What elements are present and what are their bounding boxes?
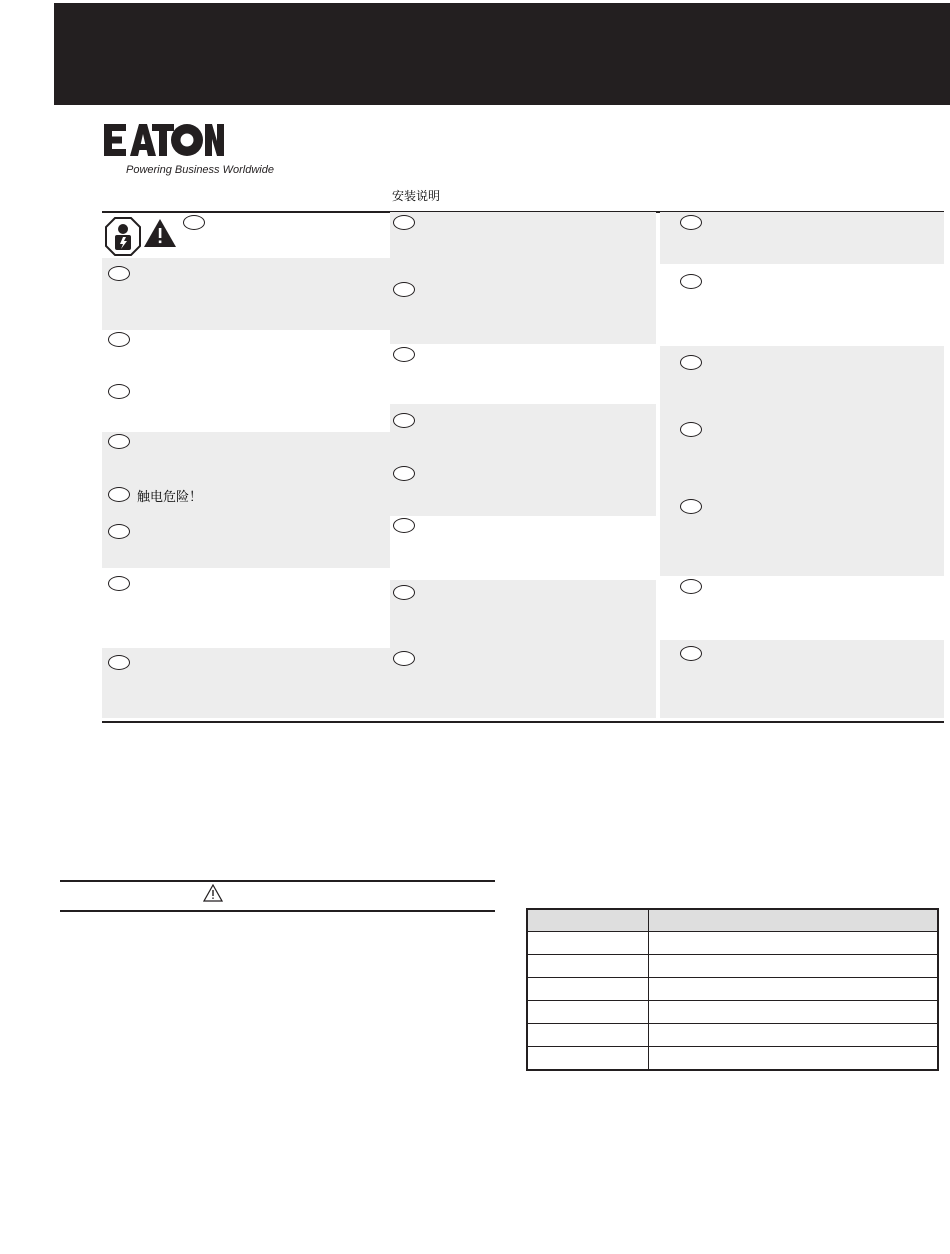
table-row <box>527 932 938 955</box>
table-cell <box>527 955 649 978</box>
language-badge <box>393 347 415 362</box>
language-badge <box>108 332 130 347</box>
table-row <box>527 978 938 1001</box>
shade-block <box>390 580 656 718</box>
shade-block <box>660 212 944 264</box>
language-badge <box>393 282 415 297</box>
table-header-cell <box>527 909 649 932</box>
language-badge <box>393 518 415 533</box>
header-banner <box>54 3 950 105</box>
language-badge <box>680 499 702 514</box>
shade-block <box>390 404 656 516</box>
document-title: 安装说明 <box>392 189 441 203</box>
electric-shock-warning: 触电危险！ <box>137 490 203 505</box>
table-row <box>527 1047 938 1071</box>
safety-heading-bar <box>60 880 495 912</box>
language-badge <box>108 266 130 281</box>
language-badge <box>680 274 702 289</box>
language-badge <box>108 576 130 591</box>
table-cell <box>649 1001 939 1024</box>
language-badge <box>108 384 130 399</box>
language-badge <box>108 434 130 449</box>
spec-table <box>526 908 939 1071</box>
shade-block <box>102 648 390 718</box>
table-row <box>527 1024 938 1047</box>
table-cell <box>649 1024 939 1047</box>
electrician-icon <box>106 218 140 255</box>
language-badge <box>680 355 702 370</box>
warning-triangle-icon <box>144 219 176 247</box>
table-cell <box>649 932 939 955</box>
table-cell <box>527 932 649 955</box>
table-cell <box>527 1024 649 1047</box>
shade-block <box>660 346 944 576</box>
language-badge <box>393 215 415 230</box>
language-badge <box>393 585 415 600</box>
caution-triangle-icon <box>203 884 223 902</box>
language-badge <box>680 646 702 661</box>
language-badge <box>108 524 130 539</box>
table-cell <box>649 1047 939 1071</box>
language-badge <box>108 655 130 670</box>
table-header-row <box>527 909 938 932</box>
language-badge <box>108 487 130 502</box>
table-header-cell <box>649 909 939 932</box>
table-row <box>527 955 938 978</box>
language-badge <box>680 422 702 437</box>
language-badge <box>680 579 702 594</box>
brand-tagline: Powering Business Worldwide <box>126 164 274 176</box>
table-cell <box>527 978 649 1001</box>
shade-block <box>660 640 944 718</box>
language-badge <box>680 215 702 230</box>
table-cell <box>527 1001 649 1024</box>
language-badge <box>393 651 415 666</box>
table-cell <box>649 955 939 978</box>
eaton-wordmark <box>104 124 224 158</box>
language-badge <box>183 215 205 230</box>
shade-block <box>102 258 390 330</box>
table-cell <box>649 978 939 1001</box>
language-badge <box>393 466 415 481</box>
safety-icons <box>104 216 184 266</box>
table-cell <box>527 1047 649 1071</box>
language-badge <box>393 413 415 428</box>
eaton-logo <box>104 124 304 180</box>
table-row <box>527 1001 938 1024</box>
shade-block <box>390 212 656 344</box>
